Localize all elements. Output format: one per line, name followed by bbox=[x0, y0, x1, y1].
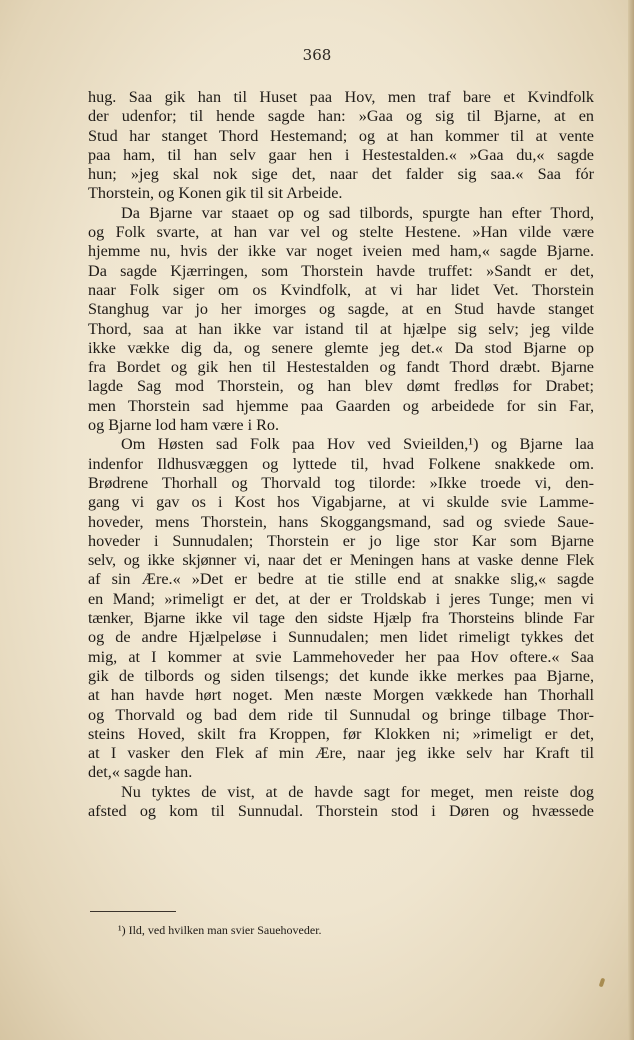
footnote: ¹) Ild, ved hvilken man svier Sauehoveder. bbox=[118, 923, 322, 937]
text-line: Thord, saa at han ikke var istand til at hjælpe sig selv; jeg vilde bbox=[88, 319, 594, 338]
text-line: at I vasker den Flek af min Ære, naar jeg ikke selv har Kraft til bbox=[88, 744, 594, 763]
text-line: naar Folk siger om os Kvindfolk, at vi har lidet Vet. Thorstein bbox=[88, 280, 594, 299]
text-line: en Mand; »rimeligt er det, at der er Troldskab i jeres Tunge; men vi bbox=[88, 589, 594, 608]
text-line: gik de tilbords og siden tilsengs; det kunde ikke merkes paa Bjarne, bbox=[88, 666, 594, 685]
text-line: Nu tyktes de vist, at de havde sagt for meget, men reiste dog bbox=[121, 782, 594, 801]
text-line: Thorstein, og Konen gik til sit Arbeide. bbox=[88, 184, 343, 203]
text-line: paa ham, til han selv gaar hen i Hestestalden.« »Gaa du,« sagde bbox=[88, 145, 594, 164]
text-line: at han havde hørt noget. Men næste Morgen vækkede han Thorhall bbox=[88, 686, 594, 705]
text-line: mig, at I kommer at svie Lammehoveder her paa Hov oftere.« Saa bbox=[88, 647, 594, 666]
text-line: hun; »jeg skal nok sige det, naar det falder sig saa.« Saa fór bbox=[88, 165, 594, 184]
text-line: Da sagde Kjærringen, som Thorstein havde truffet: »Sandt er det, bbox=[88, 261, 594, 280]
text-line: hoveder, mens Thorstein, hans Skoggangsmand, sad og sviede Saue- bbox=[88, 512, 594, 531]
text-line: tænker, Bjarne ikke vil tage den sidste Hjælp fra Thorsteins blinde Far bbox=[88, 609, 594, 628]
text-line: ikke vække dig da, og senere glemte jeg det.« Da stod Bjarne op bbox=[88, 338, 594, 357]
text-line: indenfor Ildhusvæggen og lyttede til, hvad Folkene snakkede om. bbox=[88, 454, 594, 473]
text-line: men Thorstein sad hjemme paa Gaarden og arbeidede for sin Far, bbox=[88, 396, 594, 415]
text-line: det,« sagde han. bbox=[88, 763, 193, 782]
paper-stain bbox=[599, 978, 606, 988]
text-line: og Bjarne lod ham være i Ro. bbox=[88, 416, 280, 435]
text-line: Stud har stanget Thord Hestemand; og at han kommer til at vente bbox=[88, 126, 594, 145]
text-line: gang vi gav os i Kost hos Vigabjarne, at vi skulde svie Lamme- bbox=[88, 493, 594, 512]
text-line: der udenfor; til hende sagde han: »Gaa og sig til Bjarne, at en bbox=[88, 107, 594, 126]
text-line: hjemme nu, hvis der ikke var noget iveien med ham,« sagde Bjarne. bbox=[88, 242, 594, 261]
text-line: og Thorvald og bad dem ride til Sunnudal og bringe tilbage Thor- bbox=[88, 705, 594, 724]
text-line: hoveder i Sunnudalen; Thorstein er jo lige stor Kar som Bjarne bbox=[88, 531, 594, 550]
text-line: lagde Sag mod Thorstein, og han blev dømt fredløs for Drabet; bbox=[88, 377, 594, 396]
text-line: og Folk svarte, at han var vel og stelte Hestene. »Han vilde være bbox=[88, 223, 594, 242]
text-line: Stanghug var jo her imorges og sagde, at en Stud havde stanget bbox=[88, 300, 594, 319]
text-line: afsted og kom til Sunnudal. Thorstein stod i Døren og hvæssede bbox=[88, 801, 594, 820]
text-line: hug. Saa gik han til Huset paa Hov, men traf bare et Kvindfolk bbox=[88, 88, 594, 106]
text-line: steins Hoved, skilt fra Kroppen, før Klokken ni; »rimeligt er det, bbox=[88, 724, 594, 743]
text-line: Brødrene Thorhall og Thorvald tog tilorde: »Ikke troede vi, den- bbox=[88, 473, 594, 492]
text-line: Da Bjarne var staaet op og sad tilbords, spurgte han efter Thord, bbox=[121, 203, 594, 222]
footnote-divider bbox=[90, 911, 176, 912]
body-text bbox=[88, 88, 594, 821]
text-line: fra Bordet og gik hen til Hestestalden og fandt Thord dræbt. Bjarne bbox=[88, 358, 594, 377]
page-number: 368 bbox=[302, 46, 332, 64]
text-line: Om Høsten sad Folk paa Hov ved Svieilden,¹) og Bjarne laa bbox=[121, 435, 594, 454]
text-line: selv, og ikke skjønner vi, naar det er Meningen hans at vaske denne Flek bbox=[88, 551, 594, 570]
text-line: og de andre Hjælpeløse i Sunnudalen; men lidet rimeligt tykkes det bbox=[88, 628, 594, 647]
text-line: af sin Ære.« »Det er bedre at tie stille end at snakke slig,« sagde bbox=[88, 570, 594, 589]
page-edge bbox=[628, 0, 634, 1040]
